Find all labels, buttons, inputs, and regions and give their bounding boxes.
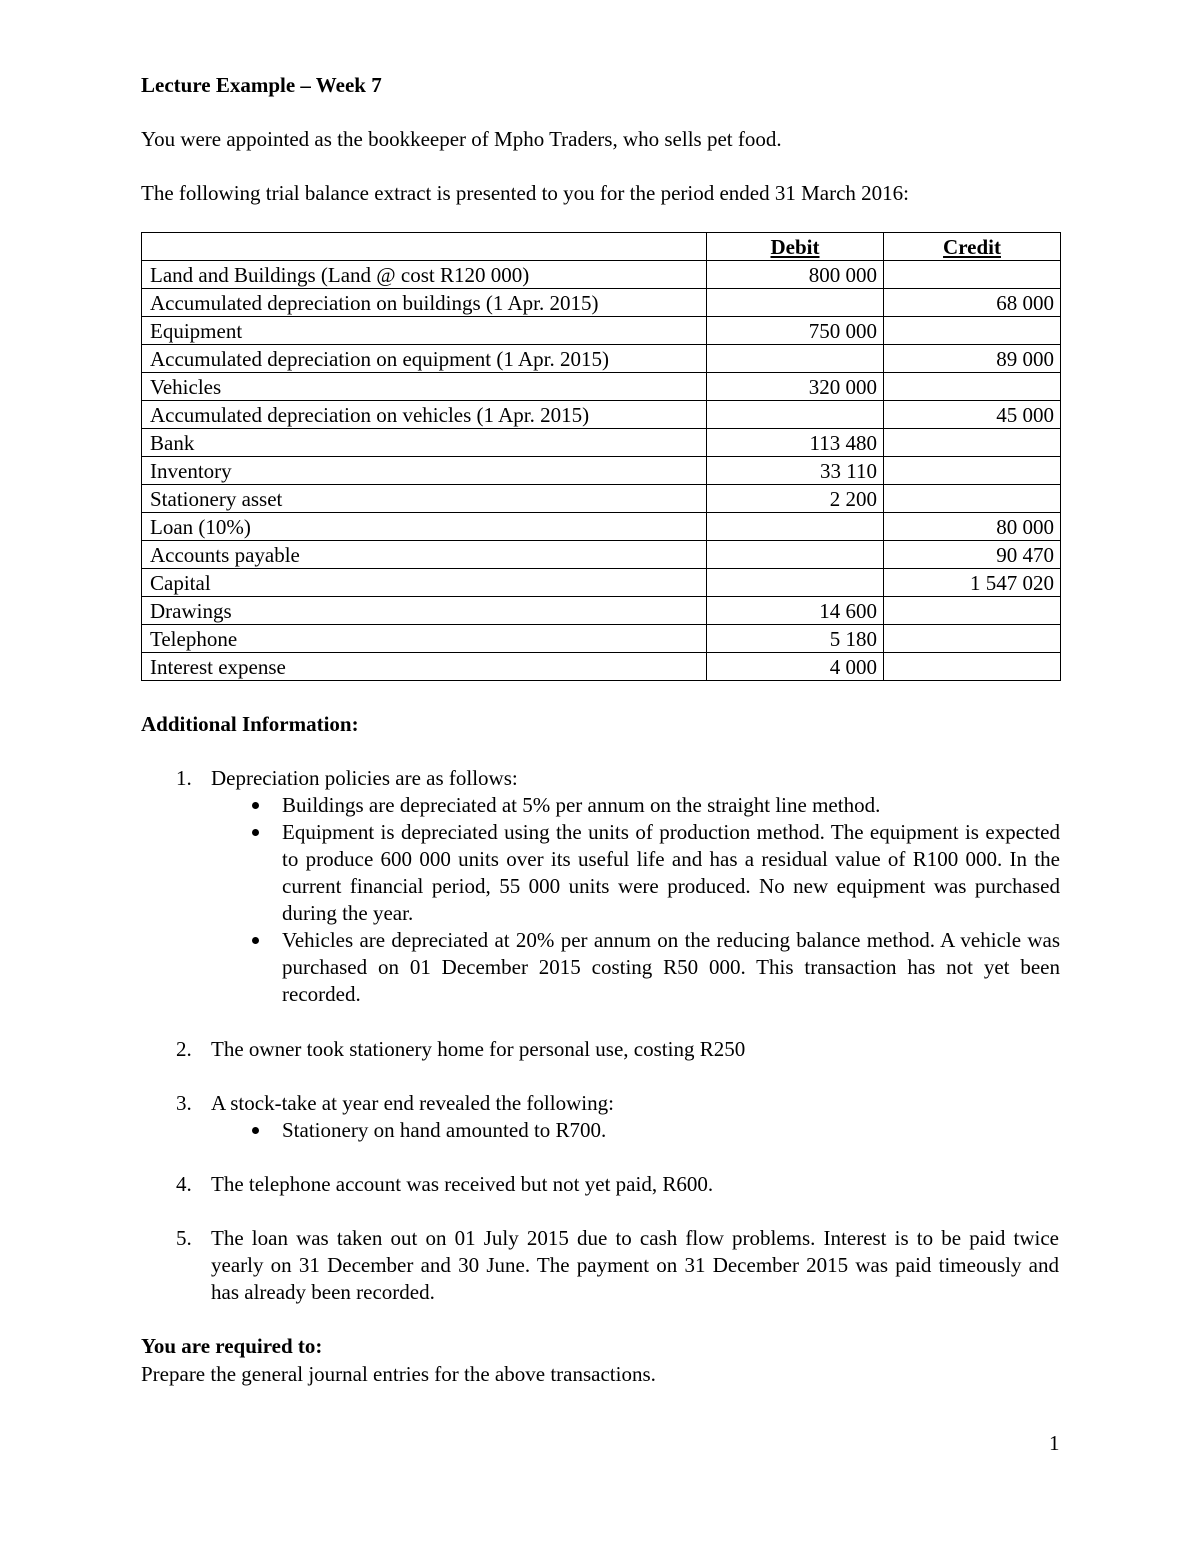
- credit-value: [884, 373, 1061, 401]
- table-row: [142, 485, 1061, 513]
- bullet-item: [252, 819, 1060, 927]
- credit-value: [884, 653, 1061, 681]
- header-debit: Debit: [707, 233, 884, 261]
- debit-value: [707, 345, 884, 373]
- debit-value: [707, 401, 884, 429]
- bullet-list: [252, 792, 1060, 1008]
- item-text: The telephone account was received but not yet paid, R600.: [211, 1172, 714, 1196]
- bullet-icon: [252, 829, 259, 836]
- table-row: [142, 373, 1061, 401]
- debit-value: 5 180: [707, 625, 884, 653]
- bullet-item: [252, 792, 1060, 819]
- debit-value: 2 200: [707, 485, 884, 513]
- credit-value: [884, 457, 1061, 485]
- account-name: Telephone: [142, 625, 707, 653]
- item-number: 5.: [176, 1226, 192, 1250]
- bullet-text: Stationery on hand amounted to R700.: [282, 1118, 607, 1142]
- table-row: [142, 345, 1061, 373]
- bullet-text: Equipment is depreciated using the units of production method. The equipment is expected to produce 600 000 units over its useful life and has a residual value of R100 000. In the current financial period, 55 000 units were produced. No new equipment was purchased during the year.: [282, 820, 1060, 925]
- debit-value: [707, 513, 884, 541]
- credit-value: 90 470: [884, 541, 1061, 569]
- item-text: The owner took stationery home for personal use, costing R250: [211, 1037, 746, 1061]
- credit-value: [884, 261, 1061, 289]
- table-row: [142, 569, 1061, 597]
- header-account: [142, 233, 707, 261]
- account-name: Land and Buildings (Land @ cost R120 000): [142, 261, 707, 289]
- bullet-icon: [252, 1127, 259, 1134]
- account-name: Accumulated depreciation on buildings (1 Apr. 2015): [142, 289, 707, 317]
- bullet-list: [252, 1117, 1060, 1144]
- account-name: Accumulated depreciation on vehicles (1 Apr. 2015): [142, 401, 707, 429]
- header-credit: Credit: [884, 233, 1061, 261]
- credit-value: [884, 429, 1061, 457]
- table-row: [142, 653, 1061, 681]
- bullet-text: Buildings are depreciated at 5% per annum on the straight line method.: [282, 793, 881, 817]
- account-name: Accumulated depreciation on equipment (1 Apr. 2015): [142, 345, 707, 373]
- credit-value: [884, 485, 1061, 513]
- credit-value: 89 000: [884, 345, 1061, 373]
- debit-value: [707, 289, 884, 317]
- table-row: [142, 597, 1061, 625]
- item-text: Depreciation policies are as follows:: [211, 766, 518, 790]
- required-text: Prepare the general journal entries for the above transactions.: [141, 1362, 656, 1386]
- credit-value: [884, 317, 1061, 345]
- debit-value: 14 600: [707, 597, 884, 625]
- debit-value: [707, 569, 884, 597]
- item-number: 2.: [176, 1037, 192, 1061]
- credit-value: 80 000: [884, 513, 1061, 541]
- account-name: Drawings: [142, 597, 707, 625]
- item-number: 1.: [176, 766, 192, 790]
- intro-paragraph: You were appointed as the bookkeeper of Mpho Traders, who sells pet food.: [141, 127, 782, 151]
- table-row: [142, 541, 1061, 569]
- item-text: The loan was taken out on 01 July 2015 due to cash flow problems. Interest is to be paid twice yearly on 31 December and 30 June. The payment on 31 December 2015 was paid timeously and has already been recorded.: [211, 1226, 1059, 1304]
- item-number: 4.: [176, 1172, 192, 1196]
- table-row: [142, 625, 1061, 653]
- item-number: 3.: [176, 1091, 192, 1115]
- debit-value: 113 480: [707, 429, 884, 457]
- table-header-row: [142, 233, 1061, 261]
- account-name: Stationery asset: [142, 485, 707, 513]
- bullet-item: [252, 927, 1060, 1008]
- debit-value: 4 000: [707, 653, 884, 681]
- account-name: Inventory: [142, 457, 707, 485]
- account-name: Accounts payable: [142, 541, 707, 569]
- credit-value: [884, 625, 1061, 653]
- table-row: [142, 457, 1061, 485]
- debit-value: 320 000: [707, 373, 884, 401]
- additional-information-heading: Additional Information:: [141, 712, 359, 736]
- page-title: Lecture Example – Week 7: [141, 73, 382, 97]
- account-name: Equipment: [142, 317, 707, 345]
- bullet-text: Vehicles are depreciated at 20% per annum on the reducing balance method. A vehicle was purchased on 01 December 2015 costing R50 000. This transaction has not yet been recorded.: [282, 928, 1060, 1006]
- credit-value: 68 000: [884, 289, 1061, 317]
- bullet-item: [252, 1117, 1060, 1144]
- table-row: [142, 289, 1061, 317]
- required-heading: You are required to:: [141, 1334, 323, 1358]
- table-row: [142, 401, 1061, 429]
- debit-value: 33 110: [707, 457, 884, 485]
- lead-paragraph: The following trial balance extract is presented to you for the period ended 31 March 2016:: [141, 181, 909, 205]
- debit-value: [707, 541, 884, 569]
- account-name: Bank: [142, 429, 707, 457]
- account-name: Capital: [142, 569, 707, 597]
- debit-value: 800 000: [707, 261, 884, 289]
- account-name: Vehicles: [142, 373, 707, 401]
- account-name: Loan (10%): [142, 513, 707, 541]
- table-row: [142, 513, 1061, 541]
- credit-value: 45 000: [884, 401, 1061, 429]
- credit-value: 1 547 020: [884, 569, 1061, 597]
- table-row: [142, 317, 1061, 345]
- page-number: 1: [1049, 1431, 1060, 1455]
- credit-value: [884, 597, 1061, 625]
- debit-value: 750 000: [707, 317, 884, 345]
- bullet-icon: [252, 802, 259, 809]
- account-name: Interest expense: [142, 653, 707, 681]
- table-row: [142, 429, 1061, 457]
- bullet-icon: [252, 937, 259, 944]
- trial-balance-table: [141, 232, 1061, 681]
- table-row: [142, 261, 1061, 289]
- item-text: A stock-take at year end revealed the following:: [211, 1091, 614, 1115]
